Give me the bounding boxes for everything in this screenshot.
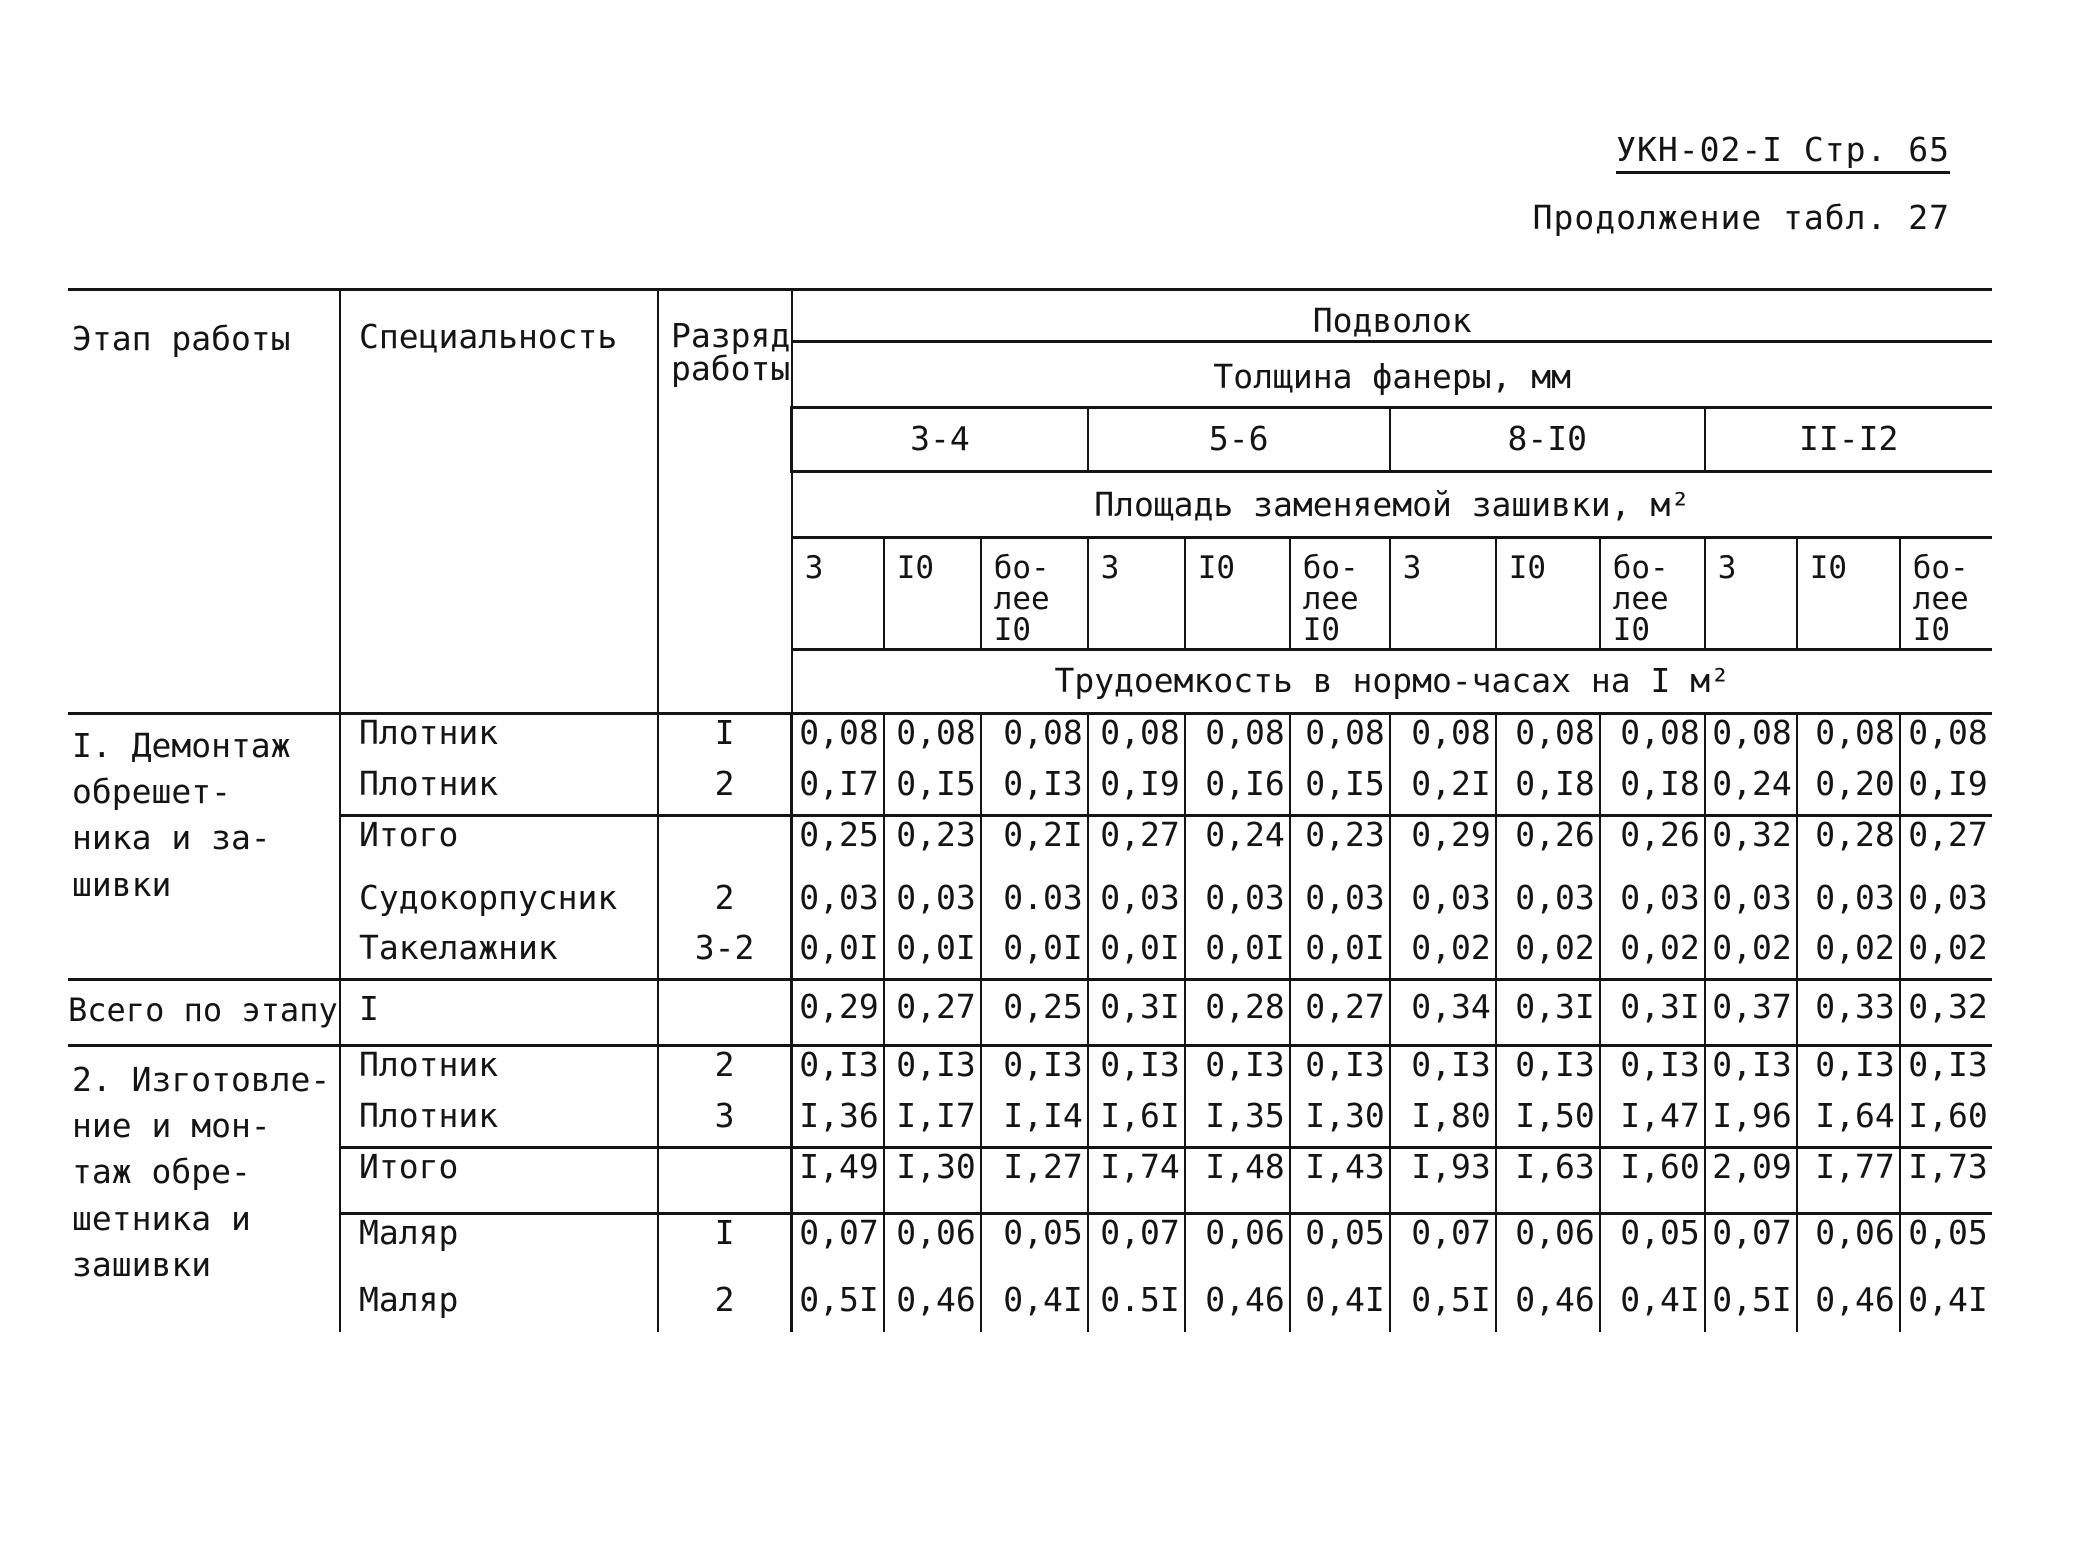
empty-cell xyxy=(658,980,792,1046)
document-code: УКН-02-I Стр. 65 xyxy=(1616,130,1950,174)
value-cell: 0,I3 xyxy=(1900,1046,1992,1098)
grade-cell: 3-2 xyxy=(658,930,792,980)
value-cell: 0,03 xyxy=(1705,880,1797,930)
value-cell: 0,03 xyxy=(1185,880,1290,930)
value-cell: I,50 xyxy=(1496,1098,1600,1148)
stage-name-cell: I. Демонтаж обрешет- ника и за- шивки xyxy=(68,714,340,980)
value-cell: 0,I3 xyxy=(1390,1046,1496,1098)
stage-total-grade: I xyxy=(340,980,658,1046)
value-cell: 0,03 xyxy=(792,880,884,930)
value-cell: 0,08 xyxy=(1705,714,1797,766)
value-cell: 0,07 xyxy=(1705,1214,1797,1282)
value-cell: 0,33 xyxy=(1797,980,1900,1046)
value-cell: 0,28 xyxy=(1797,816,1900,880)
area-subheader: бо- лее I0 xyxy=(981,538,1088,650)
value-cell: 0,23 xyxy=(884,816,981,880)
value-cell: 0,0I xyxy=(884,930,981,980)
value-cell: 0,08 xyxy=(1900,714,1992,766)
value-cell: 0,5I xyxy=(792,1282,884,1332)
thickness-group-header: 5-6 xyxy=(1088,408,1390,472)
value-cell: 0,03 xyxy=(1088,880,1185,930)
value-cell: 2,09 xyxy=(1705,1148,1797,1214)
value-cell: 0,07 xyxy=(1390,1214,1496,1282)
grade-cell: 2 xyxy=(658,766,792,816)
table-row xyxy=(68,1282,1992,1332)
specialty-cell: Плотник xyxy=(340,1098,658,1148)
value-cell: I,64 xyxy=(1797,1098,1900,1148)
value-cell: 0,29 xyxy=(792,980,884,1046)
value-cell: I,80 xyxy=(1390,1098,1496,1148)
specialty-cell: Плотник xyxy=(340,1046,658,1098)
value-cell: 0,25 xyxy=(792,816,884,880)
value-cell: 0,27 xyxy=(884,980,981,1046)
table-row xyxy=(68,1098,1992,1148)
value-cell: 0,06 xyxy=(884,1214,981,1282)
value-cell: 0,08 xyxy=(1185,714,1290,766)
value-cell: 0,08 xyxy=(1290,714,1390,766)
value-cell: 0,25 xyxy=(981,980,1088,1046)
value-cell: I,27 xyxy=(981,1148,1088,1214)
table-row xyxy=(68,1148,1992,1214)
value-cell: 0,08 xyxy=(1088,714,1185,766)
value-cell: 0,03 xyxy=(884,880,981,930)
value-cell: 0,0I xyxy=(1088,930,1185,980)
value-cell: 0,07 xyxy=(792,1214,884,1282)
value-cell: 0,4I xyxy=(981,1282,1088,1332)
value-cell: 0,02 xyxy=(1600,930,1705,980)
value-cell: 0,27 xyxy=(1290,980,1390,1046)
value-cell: 0,03 xyxy=(1600,880,1705,930)
value-cell: 0,I7 xyxy=(792,766,884,816)
value-cell: I,93 xyxy=(1390,1148,1496,1214)
value-cell: I,6I xyxy=(1088,1098,1185,1148)
specialty-cell: Плотник xyxy=(340,766,658,816)
value-cell: 0,I5 xyxy=(884,766,981,816)
value-cell: 0,2I xyxy=(1390,766,1496,816)
value-cell: 0,3I xyxy=(1088,980,1185,1046)
value-cell: I,74 xyxy=(1088,1148,1185,1214)
specialty-cell: Маляр xyxy=(340,1214,658,1282)
value-cell: 0,29 xyxy=(1390,816,1496,880)
column-header-specialty: Специальность xyxy=(340,290,658,714)
table-continuation-label: Продолжение табл. 27 xyxy=(1532,198,1950,237)
value-cell: 0,3I xyxy=(1496,980,1600,1046)
thickness-group-header: 8-I0 xyxy=(1390,408,1705,472)
specialty-cell: Итого xyxy=(340,1148,658,1214)
value-cell: 0,0I xyxy=(1185,930,1290,980)
area-subheader: I0 xyxy=(884,538,981,650)
specialty-cell: Маляр xyxy=(340,1282,658,1332)
grade-cell: 2 xyxy=(658,1046,792,1098)
value-cell: 0,I6 xyxy=(1185,766,1290,816)
value-cell: 0,I3 xyxy=(981,766,1088,816)
area-subheader: бо- лее I0 xyxy=(1290,538,1390,650)
value-cell: 0,07 xyxy=(1088,1214,1185,1282)
area-subheader: I0 xyxy=(1797,538,1900,650)
value-cell: 0,46 xyxy=(1797,1282,1900,1332)
value-cell: 0,I3 xyxy=(1185,1046,1290,1098)
value-cell: 0,I3 xyxy=(1088,1046,1185,1098)
value-cell: 0,32 xyxy=(1900,980,1992,1046)
labor-header: Трудоемкость в нормо-часах на I м² xyxy=(792,650,1992,714)
value-cell: I,48 xyxy=(1185,1148,1290,1214)
value-cell: 0,I8 xyxy=(1600,766,1705,816)
value-cell: 0,I3 xyxy=(1290,1046,1390,1098)
specialty-cell: Итого xyxy=(340,816,658,880)
area-subheader: 3 xyxy=(1390,538,1496,650)
value-cell: 0,03 xyxy=(1290,880,1390,930)
value-cell: I,I7 xyxy=(884,1098,981,1148)
grade-cell: 3 xyxy=(658,1098,792,1148)
table-row xyxy=(68,766,1992,816)
value-cell: 0,3I xyxy=(1600,980,1705,1046)
value-cell: 0,06 xyxy=(1496,1214,1600,1282)
group-header: Подволок xyxy=(792,290,1992,342)
value-cell: 0,08 xyxy=(981,714,1088,766)
value-cell: 0,03 xyxy=(1797,880,1900,930)
value-cell: 0,28 xyxy=(1185,980,1290,1046)
value-cell: 0,I9 xyxy=(1088,766,1185,816)
value-cell: 0,05 xyxy=(981,1214,1088,1282)
value-cell: 0,32 xyxy=(1705,816,1797,880)
grade-cell: 2 xyxy=(658,1282,792,1332)
value-cell: 0,I8 xyxy=(1496,766,1600,816)
value-cell: I,36 xyxy=(792,1098,884,1148)
specialty-cell: Судокорпусник xyxy=(340,880,658,930)
value-cell: 0,I3 xyxy=(981,1046,1088,1098)
stage-total-row xyxy=(68,980,1992,1046)
value-cell: 0,26 xyxy=(1496,816,1600,880)
table-row xyxy=(68,714,1992,766)
table-row xyxy=(68,930,1992,980)
value-cell: 0,I9 xyxy=(1900,766,1992,816)
value-cell: I,43 xyxy=(1290,1148,1390,1214)
labor-norms-table xyxy=(68,288,1992,1332)
value-cell: 0,03 xyxy=(1900,880,1992,930)
value-cell: 0,08 xyxy=(884,714,981,766)
header-row xyxy=(68,290,1992,342)
value-cell: 0.03 xyxy=(981,880,1088,930)
value-cell: 0,06 xyxy=(1797,1214,1900,1282)
value-cell: 0,02 xyxy=(1900,930,1992,980)
grade-cell xyxy=(658,816,792,880)
value-cell: 0,24 xyxy=(1705,766,1797,816)
value-cell: 0,34 xyxy=(1390,980,1496,1046)
value-cell: 0,I3 xyxy=(1496,1046,1600,1098)
value-cell: 0,37 xyxy=(1705,980,1797,1046)
value-cell: 0,2I xyxy=(981,816,1088,880)
value-cell: 0,I3 xyxy=(1600,1046,1705,1098)
value-cell: 0,5I xyxy=(1705,1282,1797,1332)
value-cell: 0,08 xyxy=(1390,714,1496,766)
value-cell: I,35 xyxy=(1185,1098,1290,1148)
value-cell: 0,08 xyxy=(1600,714,1705,766)
value-cell: 0,46 xyxy=(1185,1282,1290,1332)
value-cell: I,30 xyxy=(884,1148,981,1214)
value-cell: 0,08 xyxy=(1496,714,1600,766)
area-subheader: бо- лее I0 xyxy=(1600,538,1705,650)
value-cell: 0,46 xyxy=(884,1282,981,1332)
value-cell: 0,0I xyxy=(792,930,884,980)
column-header-grade: Разряд работы xyxy=(658,290,792,714)
value-cell: 0,I3 xyxy=(1797,1046,1900,1098)
area-subheader: 3 xyxy=(1088,538,1185,650)
value-cell: I,60 xyxy=(1900,1098,1992,1148)
stage-name-cell: 2. Изготовле- ние и мон- таж обре- шетника и зашивки xyxy=(68,1046,340,1332)
value-cell: 0,02 xyxy=(1705,930,1797,980)
area-subheader: I0 xyxy=(1185,538,1290,650)
value-cell: 0,24 xyxy=(1185,816,1290,880)
value-cell: 0,0I xyxy=(981,930,1088,980)
value-cell: 0,I3 xyxy=(1705,1046,1797,1098)
value-cell: 0,08 xyxy=(1797,714,1900,766)
specialty-cell: Плотник xyxy=(340,714,658,766)
column-header-stage: Этап работы xyxy=(68,290,340,714)
value-cell: I,73 xyxy=(1900,1148,1992,1214)
value-cell: I,I4 xyxy=(981,1098,1088,1148)
area-subheader: 3 xyxy=(1705,538,1797,650)
value-cell: I,77 xyxy=(1797,1148,1900,1214)
value-cell: 0,20 xyxy=(1797,766,1900,816)
value-cell: I,49 xyxy=(792,1148,884,1214)
value-cell: 0,I5 xyxy=(1290,766,1390,816)
value-cell: 0,03 xyxy=(1496,880,1600,930)
value-cell: 0,02 xyxy=(1390,930,1496,980)
value-cell: 0,4I xyxy=(1600,1282,1705,1332)
area-header: Площадь заменяемой зашивки, м² xyxy=(792,472,1992,538)
value-cell: 0,06 xyxy=(1185,1214,1290,1282)
value-cell: 0,26 xyxy=(1600,816,1705,880)
value-cell: 0,03 xyxy=(1390,880,1496,930)
area-subheader: I0 xyxy=(1496,538,1600,650)
value-cell: 0,27 xyxy=(1900,816,1992,880)
area-subheader: бо- лее I0 xyxy=(1900,538,1992,650)
value-cell: 0,5I xyxy=(1390,1282,1496,1332)
value-cell: I,30 xyxy=(1290,1098,1390,1148)
value-cell: 0,I3 xyxy=(884,1046,981,1098)
value-cell: 0,4I xyxy=(1290,1282,1390,1332)
specialty-cell: Такелажник xyxy=(340,930,658,980)
value-cell: 0,05 xyxy=(1290,1214,1390,1282)
value-cell: 0,46 xyxy=(1496,1282,1600,1332)
value-cell: 0,02 xyxy=(1496,930,1600,980)
thickness-header: Толщина фанеры, мм xyxy=(792,342,1992,408)
area-subheader: 3 xyxy=(792,538,884,650)
value-cell: I,47 xyxy=(1600,1098,1705,1148)
grade-cell xyxy=(658,1148,792,1214)
value-cell: 0,05 xyxy=(1600,1214,1705,1282)
value-cell: 0,23 xyxy=(1290,816,1390,880)
grade-cell: 2 xyxy=(658,880,792,930)
thickness-group-header: II-I2 xyxy=(1705,408,1992,472)
table-row xyxy=(68,816,1992,880)
value-cell: 0,0I xyxy=(1290,930,1390,980)
value-cell: 0,08 xyxy=(792,714,884,766)
value-cell: 0,4I xyxy=(1900,1282,1992,1332)
value-cell: 0.5I xyxy=(1088,1282,1185,1332)
thickness-group-header: 3-4 xyxy=(792,408,1088,472)
value-cell: 0,05 xyxy=(1900,1214,1992,1282)
table-row xyxy=(68,880,1992,930)
value-cell: 0,02 xyxy=(1797,930,1900,980)
value-cell: 0,27 xyxy=(1088,816,1185,880)
value-cell: I,63 xyxy=(1496,1148,1600,1214)
table-row xyxy=(68,1046,1992,1098)
grade-cell: I xyxy=(658,714,792,766)
value-cell: I,60 xyxy=(1600,1148,1705,1214)
stage-total-label: Всего по этапу xyxy=(68,980,340,1046)
value-cell: 0,I3 xyxy=(792,1046,884,1098)
grade-cell: I xyxy=(658,1214,792,1282)
value-cell: I,96 xyxy=(1705,1098,1797,1148)
table-row xyxy=(68,1214,1992,1282)
